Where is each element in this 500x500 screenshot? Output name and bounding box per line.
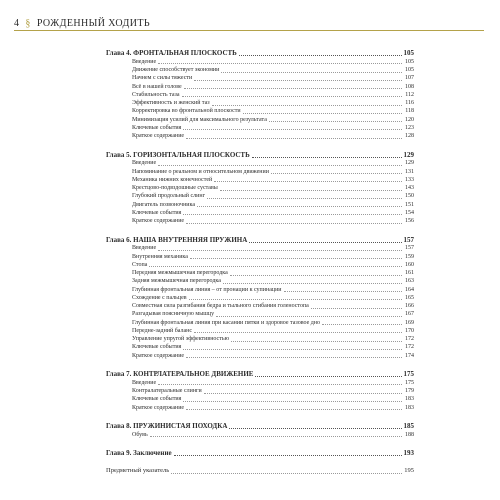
dot-leader [221, 71, 402, 73]
toc-page-number: 151 [405, 201, 414, 208]
dot-leader [255, 375, 401, 377]
toc-section-entry[interactable] [106, 335, 414, 343]
toc-spacer [106, 141, 414, 150]
dot-leader [158, 164, 402, 166]
toc-section-entry[interactable] [106, 184, 414, 192]
toc-page-number: 175 [403, 370, 414, 378]
dot-leader [149, 265, 402, 267]
toc-section-entry[interactable] [106, 201, 414, 209]
toc-chapter-entry[interactable] [106, 369, 414, 379]
toc-page-number: 167 [405, 311, 414, 318]
toc-page-number: 183 [405, 404, 414, 411]
toc-page-number: 169 [405, 319, 414, 326]
toc-entry-title: Введение [132, 58, 157, 65]
toc-page-number: 154 [405, 209, 414, 216]
toc-section-entry[interactable] [106, 404, 414, 412]
toc-section-entry[interactable] [106, 431, 414, 439]
toc-entry-title: Глава 5. ГОРИЗОНТАЛЬНАЯ ПЛОСКОСТЬ [106, 150, 250, 159]
toc-entry-title: Начнем с силы тяжести [132, 75, 193, 82]
toc-entry-title: Глава 7. КОНТРЛАТЕРАЛЬНОЕ ДВИЖЕНИЕ [106, 370, 254, 378]
running-header [14, 16, 484, 30]
toc-section-entry[interactable] [106, 132, 414, 140]
toc-page-number: 166 [405, 303, 414, 310]
toc-entry-title: Краткое содержание [132, 352, 185, 359]
toc-entry-title: Движение способствует экономии [132, 67, 220, 74]
toc-entry-title: Предметный указатель [106, 467, 170, 475]
toc-page-number: 118 [405, 108, 414, 115]
dot-leader [204, 392, 402, 394]
toc-entry-title: Глава 4. ФРОНТАЛЬНАЯ ПЛОСКОСТЬ [106, 49, 237, 57]
toc-chapter-entry[interactable] [106, 48, 414, 58]
toc-spacer [106, 412, 414, 421]
toc-page-number: 129 [403, 150, 414, 159]
toc-entry-title: Краткое содержание [132, 133, 185, 140]
toc-entry-title: Стопа [132, 261, 148, 268]
dot-leader [186, 408, 402, 410]
toc-section-entry[interactable] [106, 396, 414, 404]
toc-entry-title: Глубинная фронтальная линия – от пронации к супинации [132, 286, 282, 293]
toc-page-number: 128 [405, 133, 414, 140]
dot-leader [239, 54, 402, 56]
toc-entry-title: Введение [132, 160, 157, 167]
toc-page-number: 165 [405, 294, 414, 301]
toc-page-number: 105 [405, 58, 414, 65]
dot-leader [230, 274, 402, 276]
toc-page-number: 129 [405, 160, 414, 167]
toc-section-entry[interactable] [106, 217, 414, 225]
toc-page-number: 108 [405, 83, 414, 90]
toc-section-entry[interactable] [106, 379, 414, 387]
toc-page-number: 156 [405, 218, 414, 225]
toc-section-entry[interactable] [106, 83, 414, 91]
dot-leader [322, 323, 402, 325]
toc-entry-title: Краткое содержание [132, 218, 185, 225]
toc-section-entry[interactable] [106, 269, 414, 277]
dot-leader [197, 205, 402, 207]
toc-page-number: 172 [405, 344, 414, 351]
toc-page-number: 107 [405, 75, 414, 82]
toc-section-entry[interactable] [106, 160, 414, 168]
dot-leader [174, 454, 402, 456]
dot-leader [252, 156, 402, 158]
header-rule [14, 30, 484, 31]
toc-entry-title: Всё в нашей голове [132, 83, 182, 90]
toc-spacer [106, 226, 414, 235]
toc-section-entry[interactable] [106, 108, 414, 116]
toc-page-number: 161 [405, 270, 414, 277]
dot-leader [311, 307, 402, 309]
toc-entry-title: Минимизация усилий для максимального результата [132, 116, 267, 123]
toc-entry-title: Введение [132, 245, 157, 252]
toc-page-number: 175 [405, 379, 414, 386]
toc-page-number: 143 [405, 185, 414, 192]
toc-section-entry[interactable] [106, 193, 414, 201]
book-title: РОЖДЕННЫЙ ХОДИТЬ [36, 17, 150, 29]
toc-page-number: 116 [405, 100, 414, 107]
toc-page-number: 123 [405, 124, 414, 131]
toc-entry-title: Обувь [132, 431, 148, 438]
toc-entry-title: Двигатель позвоночника [132, 201, 195, 208]
toc-section-entry[interactable] [106, 124, 414, 132]
toc-section-entry[interactable] [106, 278, 414, 286]
toc-section-entry[interactable] [106, 75, 414, 83]
toc-entry-title: Управление упругой эффективностью [132, 336, 230, 343]
toc-page-number: 188 [405, 431, 414, 438]
toc-page-number: 133 [405, 176, 414, 183]
toc-entry-title: Ключевые события [132, 124, 182, 131]
dot-leader [186, 356, 402, 358]
dot-leader [186, 137, 402, 139]
dot-leader [194, 79, 402, 81]
toc-page-number: 170 [405, 327, 414, 334]
toc-entry-title: Ключевые события [132, 396, 182, 403]
toc-page-number: 112 [405, 91, 414, 98]
toc-entry-title: Корректировка во фронтальной плоскости [132, 108, 241, 115]
toc-entry-title: Контралатеральные слинги [132, 388, 202, 395]
toc-page-number: 120 [405, 116, 414, 123]
toc-chapter-entry[interactable] [106, 448, 414, 458]
toc-page-number: 174 [405, 352, 414, 359]
toc-entry-title: Напоминание о реальном и относительном движении [132, 168, 269, 175]
toc-entry-title: Эффективность и женский таз [132, 100, 210, 107]
toc-section-entry[interactable] [106, 286, 414, 294]
dot-leader [158, 249, 402, 251]
toc-page-number: 183 [405, 396, 414, 403]
dot-leader [190, 257, 402, 259]
toc-section-entry[interactable] [106, 302, 414, 310]
toc-chapter-entry[interactable] [106, 235, 414, 245]
toc-entry-title: Совместная сила разгибания бедра и тыльного сгибания голеностопа [132, 303, 309, 310]
toc-section-entry[interactable] [106, 253, 414, 261]
toc-spacer [106, 439, 414, 448]
dot-leader [183, 400, 402, 402]
toc-entry-title: Краткое содержание [132, 404, 185, 411]
dot-leader [158, 62, 402, 64]
toc-entry-title: Крестцово-подвздошные суставы [132, 185, 218, 192]
dot-leader [231, 340, 402, 342]
dot-leader [249, 241, 401, 243]
toc-entry-title: Разгадывая поясничную мышцу [132, 311, 215, 318]
toc-entry-title: Схождение с пальцев [132, 294, 187, 301]
dot-leader [182, 95, 402, 97]
toc-entry-title: Глава 9. Заключение [106, 449, 172, 458]
toc-page-number: 159 [405, 253, 414, 260]
toc-entry-title: Глубокий продольный слинг [132, 193, 206, 200]
toc-section-entry[interactable] [106, 352, 414, 360]
toc-section-entry[interactable] [106, 209, 414, 217]
toc-spacer [106, 360, 414, 369]
dot-leader [158, 383, 402, 385]
dot-leader [150, 435, 402, 437]
dot-leader [183, 128, 402, 130]
toc-page-number: 105 [405, 67, 414, 74]
toc-index-entry[interactable] [106, 467, 414, 475]
toc-page-number: 164 [405, 286, 414, 293]
dot-leader [186, 222, 402, 224]
dot-leader [284, 290, 403, 292]
section-mark: § [25, 17, 31, 29]
dot-leader [214, 180, 402, 182]
toc-section-entry[interactable] [106, 261, 414, 269]
dot-leader [216, 315, 402, 317]
toc-section-entry[interactable] [106, 58, 414, 66]
dot-leader [269, 120, 402, 122]
toc-page-number: 157 [403, 235, 414, 244]
toc-entry-title: Ключевые события [132, 209, 182, 216]
dot-leader [183, 213, 402, 215]
toc-page-number: 193 [403, 449, 414, 458]
toc-page-number: 131 [405, 168, 414, 175]
toc-page-number: 105 [403, 49, 414, 57]
dot-leader [194, 331, 402, 333]
toc-section-entry[interactable] [106, 327, 414, 335]
dot-leader [212, 104, 402, 106]
page-number: 4 [14, 17, 20, 29]
dot-leader [207, 197, 402, 199]
toc-entry-title: Глава 6. НАША ВНУТРЕННЯЯ ПРУЖИНА [106, 235, 248, 244]
toc-entry-title: Ключевые события [132, 344, 182, 351]
toc-section-entry[interactable] [106, 99, 414, 107]
toc-section-entry[interactable] [106, 311, 414, 319]
toc-entry-title: Передняя межмышечная перегородка [132, 270, 228, 277]
toc-section-entry[interactable] [106, 294, 414, 302]
toc-entry-title: Введение [132, 379, 157, 386]
dot-leader [243, 112, 402, 114]
toc-chapter-entry[interactable] [106, 150, 414, 160]
toc-page-number: 195 [404, 467, 414, 475]
toc-section-entry[interactable] [106, 245, 414, 253]
toc-section-entry[interactable] [106, 116, 414, 124]
dot-leader [171, 472, 402, 474]
dot-leader [183, 348, 402, 350]
toc-section-entry[interactable] [106, 91, 414, 99]
toc-chapter-entry[interactable] [106, 421, 414, 431]
toc-section-entry[interactable] [106, 319, 414, 327]
toc-entry-title: Передне-задний баланс [132, 327, 193, 334]
toc-section-entry[interactable] [106, 168, 414, 176]
toc-section-entry[interactable] [106, 66, 414, 74]
toc-page-number: 160 [405, 261, 414, 268]
toc-entry-title: Механика нижних конечностей [132, 176, 213, 183]
toc-entry-title: Внутренняя механика [132, 253, 188, 260]
toc-page-number: 150 [405, 193, 414, 200]
toc-section-entry[interactable] [106, 344, 414, 352]
dot-leader [271, 172, 402, 174]
toc-page-number: 157 [405, 245, 414, 252]
toc-entry-title: Глубинная фронтальная линия при касании пятки и здоровое тазовое дно [132, 319, 321, 326]
toc-page-number: 163 [405, 278, 414, 285]
toc-entry-title: Задняя межмышечная перегородка [132, 278, 221, 285]
toc-section-entry[interactable] [106, 387, 414, 395]
toc-entry-title: Глава 8. ПРУЖИНИСТАЯ ПОХОДКА [106, 422, 228, 430]
dot-leader [189, 298, 402, 300]
toc-page-number: 172 [405, 336, 414, 343]
toc-page-number: 179 [405, 388, 414, 395]
toc-page-number: 185 [403, 422, 414, 430]
toc-section-entry[interactable] [106, 176, 414, 184]
toc-entry-title: Стабильность таза [132, 91, 180, 98]
table-of-contents [106, 48, 414, 476]
dot-leader [223, 282, 402, 284]
dot-leader [229, 427, 401, 429]
toc-spacer [106, 458, 414, 467]
dot-leader [220, 189, 402, 191]
dot-leader [184, 87, 402, 89]
